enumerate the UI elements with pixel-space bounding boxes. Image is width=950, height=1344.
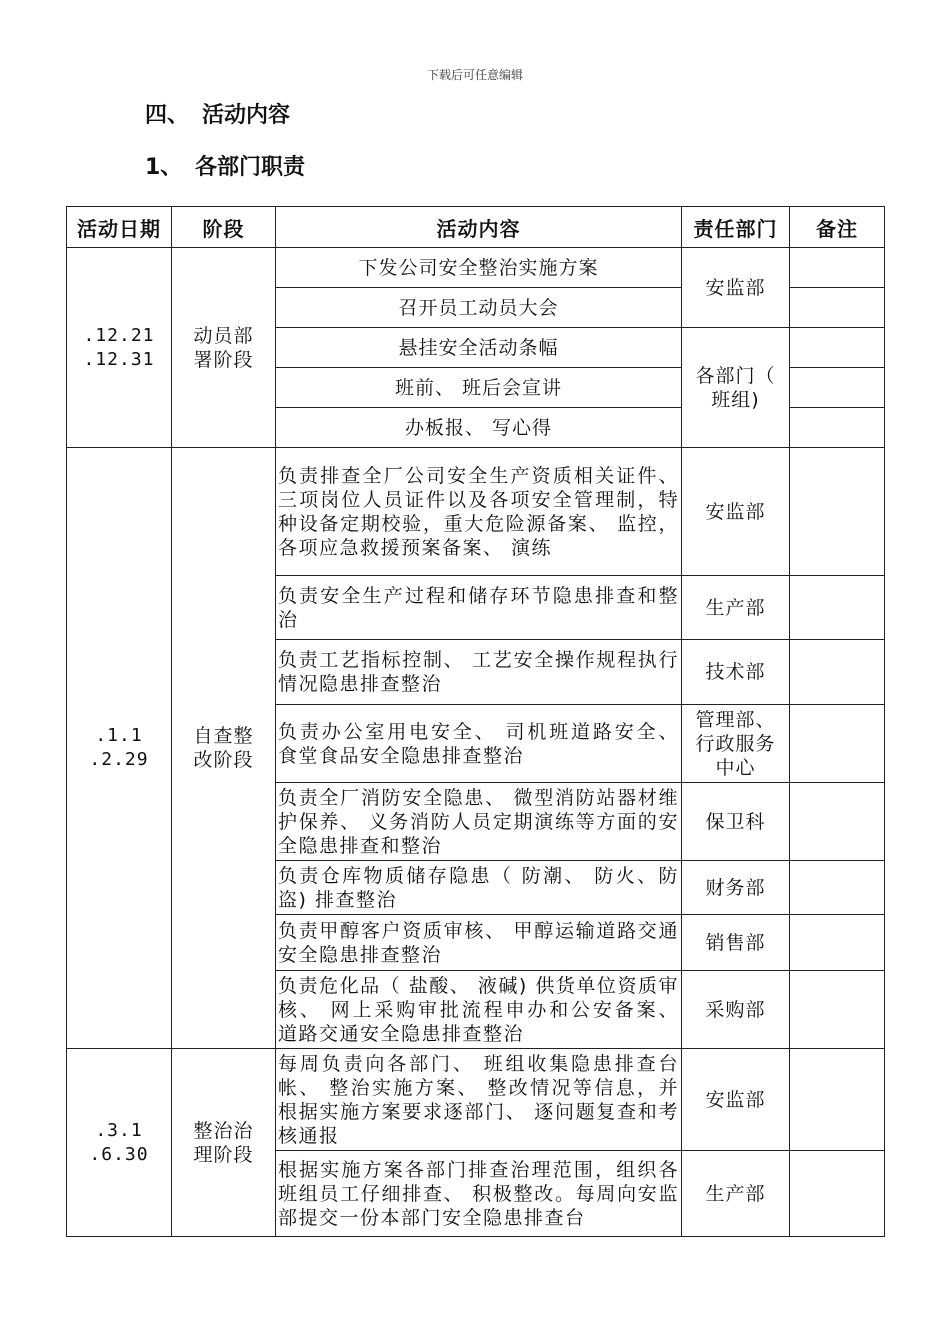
stage2-content: 负责安全生产过程和储存环节隐患排查和整治 — [276, 576, 682, 640]
subsection-title: 各部门职责 — [195, 155, 306, 180]
stage2-content: 负责排查全厂公司安全生产资质相关证件、 三项岗位人员证件以及各项安全管理制，特种设备定期校验，重大危险源备案、 监控，各项应急救援预案备案、 演练 — [276, 448, 682, 576]
stage1-activity: 班前、 班后会宣讲 — [276, 368, 682, 408]
stage1-date-end: .12.31 — [83, 348, 155, 370]
remarks-cell — [790, 861, 885, 915]
stage3-dept: 生产部 — [682, 1151, 790, 1237]
remarks-cell — [790, 640, 885, 705]
stage1-date-start: .12.21 — [83, 324, 155, 346]
stage1-dept-b-line2: 班组) — [711, 388, 760, 411]
subsection-number: 1、 — [145, 155, 183, 180]
stage2-dept: 保卫科 — [682, 783, 790, 861]
remarks-cell — [790, 408, 885, 448]
table-row — [67, 248, 885, 288]
stage2-date-cell — [67, 448, 172, 1049]
remarks-cell — [790, 288, 885, 328]
table-row — [67, 448, 885, 576]
stage1-stage-line1: 动员部 — [193, 324, 254, 347]
stage2-dept-line2: 行政服务 — [695, 732, 776, 755]
stage3-stage-line2: 理阶段 — [193, 1143, 254, 1166]
remarks-cell — [790, 915, 885, 971]
stage1-stage-line2: 署阶段 — [193, 348, 254, 371]
stage1-dept-a: 安监部 — [682, 248, 790, 328]
stage2-dept-line3: 中心 — [715, 756, 756, 779]
remarks-cell — [790, 576, 885, 640]
stage2-date-end: .2.29 — [89, 749, 149, 770]
stage3-date-end: .6.30 — [89, 1143, 149, 1165]
remarks-cell — [790, 368, 885, 408]
stage2-dept: 技术部 — [682, 640, 790, 705]
stage2-dept: 生产部 — [682, 576, 790, 640]
header-department: 责任部门 — [682, 207, 790, 248]
stage3-content: 每周负责向各部门、 班组收集隐患排查台帐、 整治实施方案、 整改情况等信息，并根据实施方案要求逐部门、 逐问题复查和考核通报 — [276, 1049, 682, 1151]
stage1-activity: 办板报、 写心得 — [276, 408, 682, 448]
stage2-content: 负责仓库物质储存隐患（ 防潮、 防火、防盗) 排查整治 — [276, 861, 682, 915]
header-stage: 阶段 — [172, 207, 276, 248]
stage2-stage-line1: 自查整 — [193, 725, 254, 747]
subsection-heading — [145, 150, 305, 181]
stage3-stage-line1: 整治治 — [193, 1119, 254, 1142]
table-header-row — [67, 207, 885, 248]
stage2-content: 负责全厂消防安全隐患、 微型消防站器材维护保养、 义务消防人员定期演练等方面的安全隐患排查和整治 — [276, 783, 682, 861]
header-remarks: 备注 — [790, 207, 885, 248]
section-heading — [145, 98, 290, 129]
stage1-stage-cell — [172, 248, 276, 448]
stage2-stage-line2: 改阶段 — [193, 749, 254, 771]
stage3-dept: 安监部 — [682, 1049, 790, 1151]
stage3-stage-cell — [172, 1049, 276, 1237]
stage1-activity: 悬挂安全活动条幅 — [276, 328, 682, 368]
stage3-date-cell — [67, 1049, 172, 1237]
section-title: 活动内容 — [202, 103, 291, 128]
remarks-cell — [790, 328, 885, 368]
stage1-dept-b-line1: 各部门（ — [695, 364, 776, 387]
remarks-cell — [790, 783, 885, 861]
stage2-content: 负责工艺指标控制、 工艺安全操作规程执行情况隐患排查整治 — [276, 640, 682, 705]
stage2-dept: 采购部 — [682, 971, 790, 1049]
stage2-dept: 销售部 — [682, 915, 790, 971]
stage3-content: 根据实施方案各部门排查治理范围，组织各班组员工仔细排查、 积极整改。每周向安监部提交一份本部门安全隐患排查台 — [276, 1151, 682, 1237]
remarks-cell — [790, 248, 885, 288]
stage1-dept-b — [682, 328, 790, 448]
remarks-cell — [790, 1151, 885, 1237]
table-row — [67, 1049, 885, 1151]
section-number: 四、 — [145, 103, 190, 128]
page-header-note: 下载后可任意编辑 — [426, 68, 523, 82]
stage2-content: 负责办公室用电安全、 司机班道路安全、 食堂食品安全隐患排查整治 — [276, 705, 682, 783]
header-date: 活动日期 — [67, 207, 172, 248]
remarks-cell — [790, 971, 885, 1049]
stage1-activity: 下发公司安全整治实施方案 — [276, 248, 682, 288]
stage1-activity: 召开员工动员大会 — [276, 288, 682, 328]
stage3-date-start: .3.1 — [95, 1119, 143, 1141]
stage2-dept-line1: 管理部、 — [695, 708, 776, 731]
stage2-content: 负责甲醇客户资质审核、 甲醇运输道路交通安全隐患排查整治 — [276, 915, 682, 971]
stage2-dept — [682, 705, 790, 783]
stage2-dept: 财务部 — [682, 861, 790, 915]
stage1-date-cell — [67, 248, 172, 448]
remarks-cell — [790, 448, 885, 576]
stage2-stage-cell — [172, 448, 276, 1049]
header-content: 活动内容 — [276, 207, 682, 248]
stage2-content: 负责危化品（ 盐酸、 液碱) 供货单位资质审核、 网上采购审批流程申办和公安备案、 道路交通安全隐患排查整治 — [276, 971, 682, 1049]
remarks-cell — [790, 1049, 885, 1151]
stage2-dept: 安监部 — [682, 448, 790, 576]
remarks-cell — [790, 705, 885, 783]
stage2-date-start: .1.1 — [95, 725, 143, 746]
department-duties-table — [66, 206, 885, 1237]
